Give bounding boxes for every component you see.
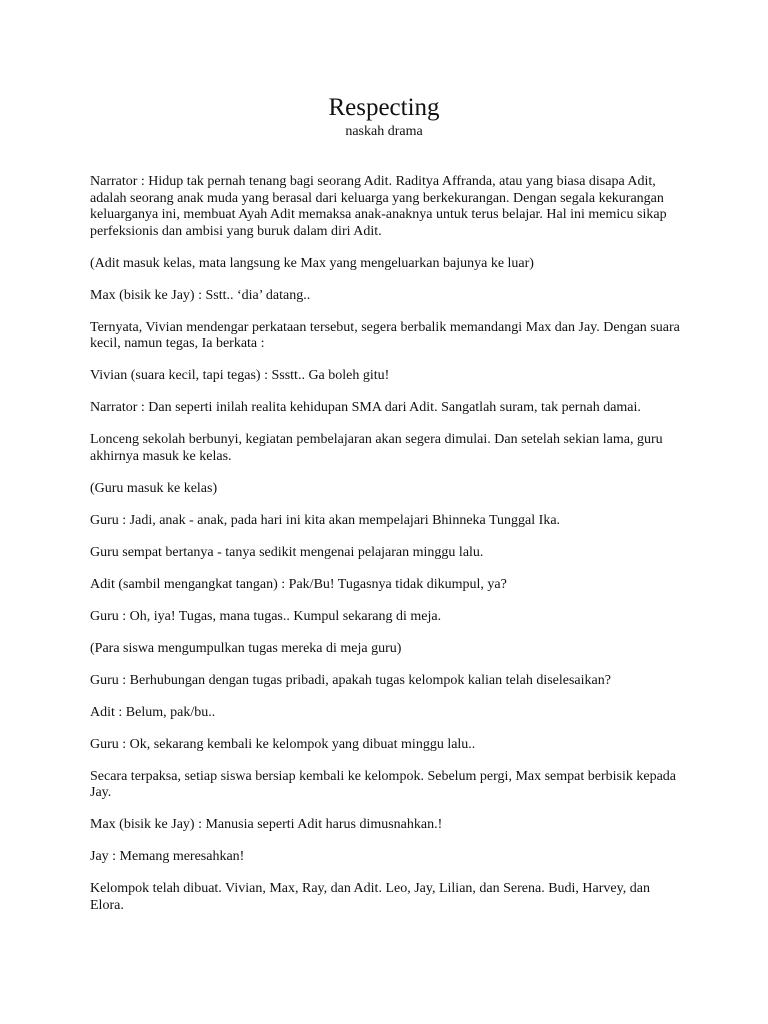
paragraph: Kelompok telah dibuat. Vivian, Max, Ray, dan Adit. Leo, Jay, Lilian, dan Serena. Budi, Harvey, dan Elora. bbox=[90, 881, 650, 913]
paragraph: Max (bisik ke Jay) : Sstt.. ‘dia’ datang.. bbox=[90, 287, 311, 303]
paragraph: Vivian (suara kecil, tapi tegas) : Ssstt.. Ga boleh gitu! bbox=[90, 368, 390, 383]
paragraph: Jay : Memang meresahkan! bbox=[90, 849, 245, 864]
document-body bbox=[90, 174, 680, 930]
paragraph: Narrator : Dan seperti inilah realita kehidupan SMA dari Adit. Sangatlah suram, tak pernah damai. bbox=[90, 400, 641, 415]
paragraph: Narrator : Hidup tak pernah tenang bagi seorang Adit. Raditya Affranda, atau yang biasa disapa Adit, adalah seorang anak muda yang berasal dari keluarga yang berkekurangan. Dengan segala kekurangan keluarganya ini, membuat Ayah Adit memaksa anak-anaknya untuk terus belajar. Hal ini memicu sikap perfeksionis dan ambisi yang buruk dalam diri Adit. bbox=[90, 174, 667, 239]
document-subtitle: naskah drama bbox=[345, 124, 423, 139]
paragraph: Secara terpaksa, setiap siswa bersiap kembali ke kelompok. Sebelum pergi, Max sempat berbisik kepada Jay. bbox=[90, 768, 677, 800]
paragraph: Guru : Berhubungan dengan tugas pribadi, apakah tugas kelompok kalian telah diselesaikan? bbox=[90, 672, 611, 688]
paragraph: Guru : Oh, iya! Tugas, mana tugas.. Kumpul sekarang di meja. bbox=[90, 608, 442, 624]
document-title: Respecting bbox=[328, 94, 440, 121]
paragraph: Lonceng sekolah berbunyi, kegiatan pembelajaran akan segera dimulai. Dan setelah sekian lama, guru akhirnya masuk ke kelas. bbox=[90, 432, 663, 464]
paragraph: (Adit masuk kelas, mata langsung ke Max yang mengeluarkan bajunya ke luar) bbox=[90, 255, 534, 271]
paragraph: Guru : Ok, sekarang kembali ke kelompok yang dibuat minggu lalu.. bbox=[90, 736, 476, 752]
paragraph: (Para siswa mengumpulkan tugas mereka di meja guru) bbox=[90, 640, 402, 656]
paragraph: (Guru masuk ke kelas) bbox=[90, 480, 218, 496]
paragraph: Guru sempat bertanya - tanya sedikit mengenai pelajaran minggu lalu. bbox=[90, 544, 484, 560]
paragraph: Max (bisik ke Jay) : Manusia seperti Adit harus dimusnahkan.! bbox=[90, 817, 443, 832]
paragraph: Guru : Jadi, anak - anak, pada hari ini kita akan mempelajari Bhinneka Tunggal Ika. bbox=[90, 512, 561, 528]
paragraph: Adit : Belum, pak/bu.. bbox=[90, 704, 216, 720]
paragraph: Ternyata, Vivian mendengar perkataan tersebut, segera berbalik memandangi Max dan Jay. Dengan suara kecil, namun tegas, Ia berkata : bbox=[90, 319, 680, 351]
paragraph: Adit (sambil mengangkat tangan) : Pak/Bu! Tugasnya tidak dikumpul, ya? bbox=[90, 576, 507, 592]
